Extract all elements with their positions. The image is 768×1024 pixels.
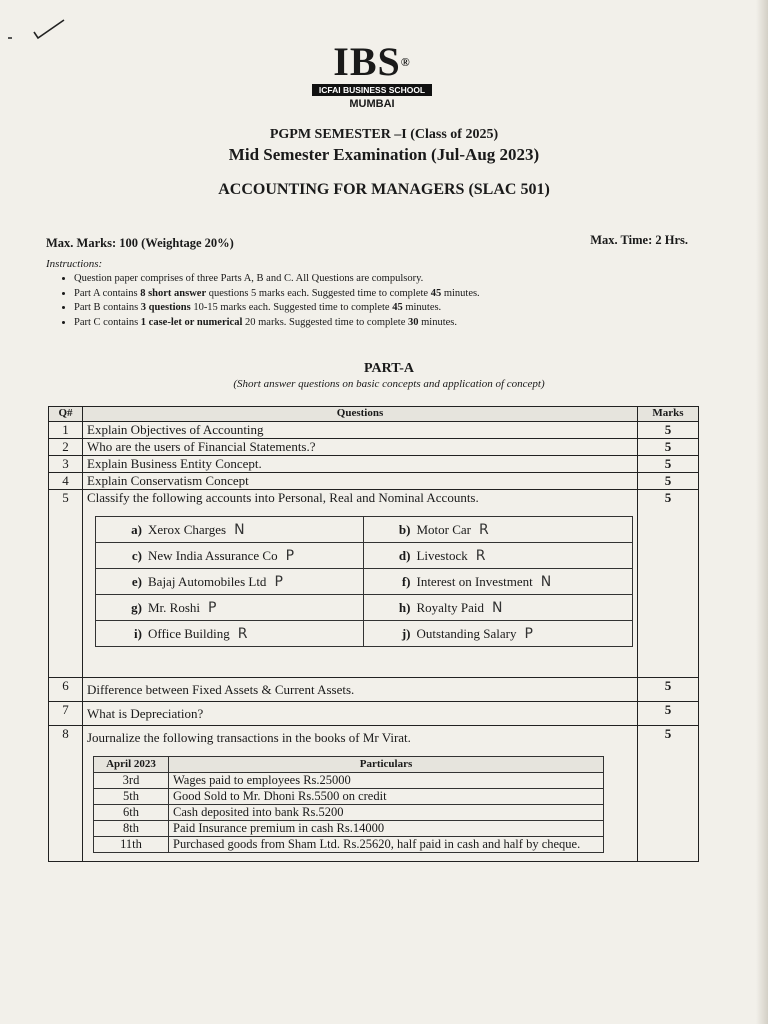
account-label: a) (131, 521, 142, 537)
instruction-text: questions 5 marks each. Suggested time to complete (206, 287, 431, 299)
question-number: 6 (49, 678, 83, 702)
transaction-row (94, 789, 604, 805)
particulars-header: Particulars (169, 757, 604, 773)
question-number: 5 (49, 490, 83, 678)
transaction-row (94, 837, 604, 853)
max-marks: Max. Marks: 100 (Weightage 20%) (46, 236, 234, 250)
account-name: Motor Car (416, 521, 472, 537)
question-text: Explain Conservatism Concept (87, 473, 249, 488)
question-text: Who are the users of Financial Statements.? (87, 439, 316, 454)
transaction-text: Purchased goods from Sham Ltd. Rs.25620, half paid in cash and half by cheque. (169, 837, 604, 853)
question-number: 4 (49, 473, 83, 490)
handwritten-classification: P (208, 599, 217, 616)
question-cell (83, 702, 638, 726)
instructions-title: Instructions: (46, 258, 103, 270)
question-number: 3 (49, 456, 83, 473)
question-row (49, 702, 699, 726)
instruction-emphasis: 8 short answer (140, 287, 207, 299)
transaction-date: 5th (94, 789, 169, 805)
question-cell (83, 726, 638, 862)
question-cell (83, 490, 638, 678)
instruction-text: Question paper comprises of three Parts A, B and C. All Questions are compulsory. (74, 273, 424, 284)
account-label: j) (401, 625, 411, 641)
handwritten-classification: P (274, 573, 283, 590)
account-name: Mr. Roshi (148, 599, 201, 615)
account-label: i) (134, 625, 142, 641)
program-title: PGPM SEMESTER –I (Class of 2025) (269, 127, 499, 142)
transactions-table (93, 756, 604, 853)
part-title: PART-A (363, 361, 415, 376)
question-row (49, 439, 699, 456)
account-item (364, 569, 633, 595)
account-name: Bajaj Automobiles Ltd (148, 573, 267, 589)
accounts-row (96, 517, 633, 543)
handwritten-classification: N (540, 573, 552, 590)
question-cell (83, 456, 638, 473)
account-name: Interest on Investment (416, 573, 533, 589)
accounts-row (96, 569, 633, 595)
question-number: 7 (49, 702, 83, 726)
handwritten-classification: R (237, 625, 248, 642)
question-marks: 5 (638, 490, 699, 678)
account-item (364, 517, 633, 543)
question-cell (83, 439, 638, 456)
instruction-text: 10-15 marks each. Suggested time to complete (190, 302, 393, 313)
max-time: Max. Time: 2 Hrs. (590, 233, 688, 247)
instruction-item (74, 287, 634, 302)
account-label: b) (398, 521, 411, 537)
accounts-row (96, 543, 633, 569)
question-marks: 5 (638, 678, 699, 702)
date-header: April 2023 (94, 757, 169, 773)
questions-table (48, 406, 699, 862)
question-row (49, 726, 699, 862)
account-item (364, 543, 633, 569)
transaction-text: Cash deposited into bank Rs.5200 (169, 805, 604, 821)
question-row (49, 490, 699, 678)
question-row (49, 456, 699, 473)
account-name: Livestock (416, 547, 468, 563)
accounts-row (96, 621, 633, 647)
transaction-text: Wages paid to employees Rs.25000 (169, 773, 604, 789)
transaction-row (94, 821, 604, 837)
ibs-logo (312, 39, 432, 110)
transaction-text: Paid Insurance premium in cash Rs.14000 (169, 821, 604, 837)
instruction-emphasis: 45 (430, 287, 442, 299)
instruction-text: minutes. (402, 302, 442, 313)
handwritten-classification: P (285, 547, 295, 564)
question-cell (83, 422, 638, 439)
part-subtitle: (Short answer questions on basic concepts and application of concept) (233, 378, 545, 390)
accounts-table (95, 516, 633, 647)
account-name: Outstanding Salary (416, 625, 517, 641)
transaction-date: 3rd (94, 773, 169, 789)
account-label: g) (131, 599, 142, 615)
instruction-emphasis: 30 (408, 316, 419, 328)
check-mark-icon (6, 18, 66, 48)
handwritten-classification: R (479, 521, 489, 538)
instruction-emphasis: 1 case-let or numerical (140, 316, 243, 328)
question-marks: 5 (638, 456, 699, 473)
account-item (364, 621, 633, 647)
account-label: h) (398, 599, 411, 615)
account-item (96, 595, 364, 621)
exam-title: Mid Semester Examination (Jul-Aug 2023) (228, 145, 540, 164)
transaction-date: 8th (94, 821, 169, 837)
account-label: f) (401, 573, 411, 589)
question-marks: 5 (638, 439, 699, 456)
question-row (49, 678, 699, 702)
instruction-text: minutes. (441, 287, 480, 299)
account-name: Royalty Paid (416, 599, 485, 615)
account-item (96, 543, 364, 569)
transaction-row (94, 773, 604, 789)
question-number: 1 (49, 422, 83, 439)
question-text: Journalize the following transactions in the books of Mr Virat. (87, 730, 411, 745)
instruction-text: Part B contains (74, 302, 141, 313)
question-text: Difference between Fixed Assets & Current Assets. (87, 682, 355, 697)
logo-city: MUMBAI (349, 98, 395, 110)
question-marks: 5 (638, 422, 699, 439)
instruction-emphasis: 45 (392, 302, 403, 313)
question-marks: 5 (638, 702, 699, 726)
question-marks: 5 (638, 473, 699, 490)
logo-text: IBS (333, 39, 401, 84)
instruction-text: Part A contains (74, 287, 141, 299)
question-cell (83, 678, 638, 702)
handwritten-classification: R (475, 547, 486, 564)
account-name: New India Assurance Co (148, 547, 278, 563)
account-label: c) (131, 547, 142, 563)
account-item (96, 569, 364, 595)
question-number: 2 (49, 439, 83, 456)
transaction-row (94, 805, 604, 821)
course-title: ACCOUNTING FOR MANAGERS (SLAC 501) (218, 181, 550, 198)
handwritten-classification: N (492, 599, 503, 616)
qnum-header: Q# (49, 407, 83, 422)
marks-header: Marks (638, 407, 699, 422)
question-marks: 5 (638, 726, 699, 862)
question-text: Classify the following accounts into Personal, Real and Nominal Accounts. (87, 490, 479, 505)
question-text: Explain Business Entity Concept. (87, 456, 262, 471)
account-item (96, 621, 364, 647)
question-row (49, 473, 699, 490)
question-cell (83, 473, 638, 490)
question-text: Explain Objectives of Accounting (87, 422, 264, 437)
account-label: e) (131, 573, 142, 589)
question-number: 8 (49, 726, 83, 862)
instruction-text: 20 marks. Suggested time to complete (242, 316, 409, 328)
account-name: Xerox Charges (148, 521, 227, 537)
registered-mark: ® (400, 55, 411, 69)
handwritten-classification: N (234, 521, 245, 538)
account-item (364, 595, 633, 621)
account-name: Office Building (148, 625, 230, 641)
transactions-header-row (94, 757, 604, 773)
handwritten-classification: P (524, 625, 533, 642)
accounts-row (96, 595, 633, 621)
logo-band: ICFAI BUSINESS SCHOOL (312, 84, 432, 96)
question-header: Questions (83, 407, 638, 422)
instructions-list (48, 272, 634, 330)
instruction-emphasis: 3 questions (140, 302, 191, 313)
instruction-item (74, 316, 634, 331)
instruction-text: minutes. (418, 316, 458, 328)
transaction-date: 6th (94, 805, 169, 821)
transaction-date: 11th (94, 837, 169, 853)
account-label: d) (398, 547, 411, 563)
question-row (49, 422, 699, 439)
spacer (87, 655, 633, 677)
question-text: What is Depreciation? (87, 706, 204, 721)
instruction-item (74, 301, 634, 316)
transaction-text: Good Sold to Mr. Dhoni Rs.5500 on credit (169, 789, 604, 805)
account-item (96, 517, 364, 543)
instruction-text: Part C contains (74, 316, 141, 328)
instruction-item (74, 272, 634, 287)
